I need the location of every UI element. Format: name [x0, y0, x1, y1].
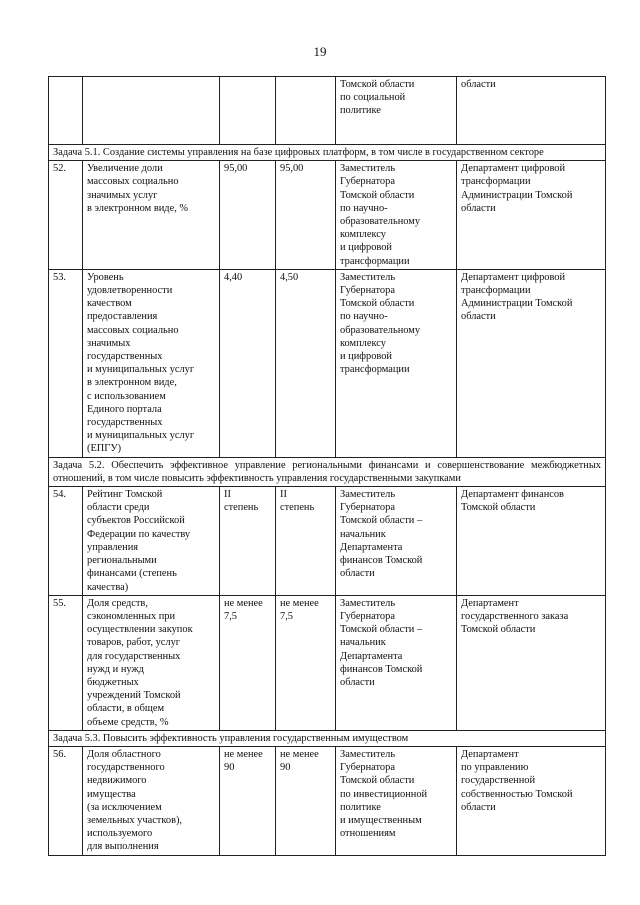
- cell-responsible: Заместитель Губернатора Томской области по научно- образовательному комплексу и цифровой трансформации: [336, 161, 457, 270]
- cell-department: Департамент по управлению государственной собственностью Томской области: [457, 746, 606, 855]
- cell-num: 55.: [49, 595, 83, 730]
- cell-value-1: 4,40: [220, 269, 276, 457]
- cell-value-2: 95,00: [276, 161, 336, 270]
- cell-responsible: Заместитель Губернатора Томской области – начальник Департамента финансов Томской области: [336, 487, 457, 596]
- cell-indicator: [83, 77, 220, 145]
- cell-indicator: Увеличение доли массовых социально значимых услуг в электронном виде, %: [83, 161, 220, 270]
- indicators-table: [48, 76, 606, 856]
- cell-department: Департамент государственного заказа Томской области: [457, 595, 606, 730]
- table-row: [49, 269, 606, 457]
- cell-indicator: Доля средств, сэкономленных при осуществлении закупок товаров, работ, услуг для государственных нужд и нужд бюджетных учреждений Томской области, в общем объеме средств, %: [83, 595, 220, 730]
- cell-department: Департамент цифровой трансформации Администрации Томской области: [457, 269, 606, 457]
- cell-responsible: Заместитель Губернатора Томской области по инвестиционной политике и имущественным отношениям: [336, 746, 457, 855]
- cell-responsible: Заместитель Губернатора Томской области по научно- образовательному комплексу и цифровой трансформации: [336, 269, 457, 457]
- cell-indicator: Рейтинг Томской области среди субъектов Российской Федерации по качеству управления региональными финансами (степень качества): [83, 487, 220, 596]
- table-row: [49, 487, 606, 596]
- cell-value-2: не менее 90: [276, 746, 336, 855]
- cell-value-1: не менее 7,5: [220, 595, 276, 730]
- cell-department: Департамент цифровой трансформации Администрации Томской области: [457, 161, 606, 270]
- cell-responsible: Заместитель Губернатора Томской области – начальник Департамента финансов Томской области: [336, 595, 457, 730]
- cell-department: области: [457, 77, 606, 145]
- page-number: 19: [313, 44, 327, 59]
- cell-value-1: не менее 90: [220, 746, 276, 855]
- continuation-row: [49, 77, 606, 145]
- table-row: [49, 595, 606, 730]
- task-title: Задача 5.1. Создание системы управления на базе цифровых платформ, в том числе в государственном секторе: [49, 145, 606, 161]
- task-title: Задача 5.2. Обеспечить эффективное управление региональными финансами и совершенствование межбюджетных отношений, в том числе повысить эффективность управления государственными закупками: [49, 457, 606, 486]
- cell-value-2: 4,50: [276, 269, 336, 457]
- cell-value-2: [276, 77, 336, 145]
- cell-num: [49, 77, 83, 145]
- cell-value-1: 95,00: [220, 161, 276, 270]
- table-row: [49, 161, 606, 270]
- cell-value-2: не менее 7,5: [276, 595, 336, 730]
- cell-value-1: II степень: [220, 487, 276, 596]
- cell-responsible: Томской области по социальной политике: [336, 77, 457, 145]
- cell-indicator: Доля областного государственного недвижимого имущества (за исключением земельных участков), используемого для выполнения: [83, 746, 220, 855]
- cell-value-1: [220, 77, 276, 145]
- cell-num: 52.: [49, 161, 83, 270]
- cell-value-2: II степень: [276, 487, 336, 596]
- cell-indicator: Уровень удовлетворенности качеством предоставления массовых социально значимых государственных и муниципальных услуг в электронном виде, с использованием Единого портала государственных и муниципальных услуг (ЕПГУ): [83, 269, 220, 457]
- cell-num: 53.: [49, 269, 83, 457]
- task-title: Задача 5.3. Повысить эффективность управления государственным имуществом: [49, 730, 606, 746]
- table-row: [49, 746, 606, 855]
- task-row: [49, 457, 606, 486]
- cell-department: Департамент финансов Томской области: [457, 487, 606, 596]
- cell-num: 54.: [49, 487, 83, 596]
- task-row: [49, 730, 606, 746]
- task-row: [49, 145, 606, 161]
- cell-num: 56.: [49, 746, 83, 855]
